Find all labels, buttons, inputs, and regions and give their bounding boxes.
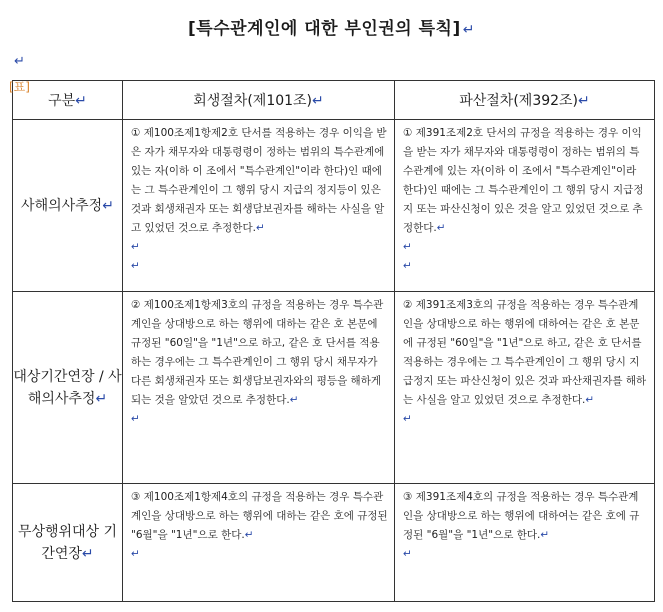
paragraph-mark-icon: ↵ [14, 54, 25, 69]
rehabilitation-cell: ② 제100조제1항제3호의 규정을 적용하는 경우 특수관계인을 상대방으로 하는 행위에 대하는 같은 호 본문에 규정된 "60일"을 "1년"으로 하고, 같은 호 단서를 적용하는 경우에는 그 특수관계인이 그 행위 당시 채무자가 다른 회생채권자 또는 회생담보권자와의 평등을 해하게 되는 것을 알았던 것으로 추정한다.↵ ↵ [123, 292, 395, 484]
row-label: 무상행위대상 기간연장↵ [13, 484, 123, 602]
table-label: [표] [9, 80, 30, 94]
paragraph-mark-icon: ↵ [462, 22, 475, 38]
row-label: 사해의사추정↵ [13, 120, 123, 292]
document-title [0, 14, 663, 39]
header-category: 구분↵ [13, 81, 123, 120]
table-header-row [13, 81, 655, 120]
rehabilitation-cell: ① 제100조제1항제2호 단서를 적용하는 경우 이익을 받은 자가 채무자와 대통령령이 정하는 범위의 특수관계에 있는 자(이하 이 조에서 "특수관계인"이라 한다)인 때에는 그 특수관계인이 그 행위 당시 지급의 정지등이 있은 것과 회생채권자 또는 회생담보권자를 해하는 사실을 알고 있었던 것으로 추정한다.↵ ↵ ↵ [123, 120, 395, 292]
row-label: 대상기간연장 / 사해의사추정↵ [13, 292, 123, 484]
bankruptcy-cell: ③ 제391조제4호의 규정을 적용하는 경우 특수관계인을 상대방으로 하는 행위에 대하여는 같은 호에 규정된 "6월"을 "1년"으로 한다.↵ ↵ [395, 484, 655, 602]
bankruptcy-cell: ① 제391조제2호 단서의 규정을 적용하는 경우 이익을 받는 자가 채무자와 대통령령이 정하는 범위의 특수관계에 있는 자(이하 이 조에서 "특수관계인"이라 한다)인 때에는 그 특수관계인이 그 행위 당시 지급정지 또는 파산신청이 있은 것을 알고 있었던 것으로 추정한다.↵ ↵ ↵ [395, 120, 655, 292]
header-bankruptcy: 파산절차(제392조)↵ [395, 81, 655, 120]
header-rehabilitation: 회생절차(제101조)↵ [123, 81, 395, 120]
table-row [13, 120, 655, 292]
table-row [13, 484, 655, 602]
table-row [13, 292, 655, 484]
bankruptcy-cell: ② 제391조제3호의 규정을 적용하는 경우 특수관계인을 상대방으로 하는 행위에 대하여는 같은 호 본문에 규정된 "60일"을 "1년"으로 하고, 같은 호 단서를 적용하는 경우에는 그 특수관계인이 그 행위 당시 지급정지 또는 파산신청이 있은 것과 파산채권자를 해하는 사실을 알고 있었던 것으로 추정한다.↵ ↵ [395, 292, 655, 484]
comparison-table [12, 80, 655, 602]
title-text: [특수관계인에 대한 부인권의 특칙] [188, 19, 461, 39]
rehabilitation-cell: ③ 제100조제1항제4호의 규정을 적용하는 경우 특수관계인을 상대방으로 하는 행위에 대하는 같은 호에 규정된 "6월"을 "1년"으로 한다.↵ ↵ [123, 484, 395, 602]
